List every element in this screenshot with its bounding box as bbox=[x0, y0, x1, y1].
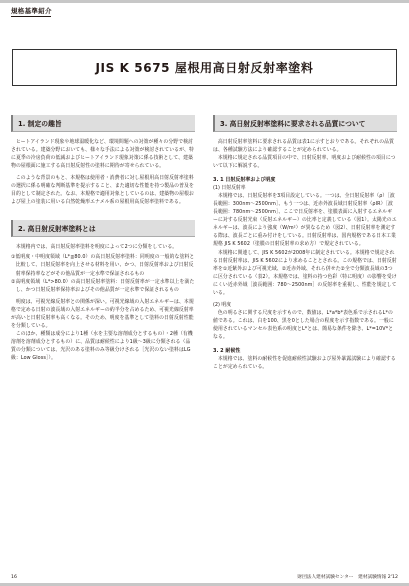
top-rule bbox=[0, 0, 409, 3]
category-label: 規格基準紹介 bbox=[11, 7, 52, 15]
section-heading-3: 3. 高日射反射率塗料に要求される品質について bbox=[213, 115, 397, 132]
right-column bbox=[213, 115, 397, 371]
subsection-heading: 3. 1 日射反射率および明度 bbox=[213, 177, 276, 184]
paragraph: 明度は、可視光線反射率との関係が深い。可視光線域の入射エネルギーは、本規格で定める日射の波長域の入射エネルギーの約半分を占めるため、可視光線反射率が高いと日射反射率も高くなる。そのため、明度を基準として塗料の日射反射性能を分類している。 bbox=[11, 298, 194, 329]
journal-footer: 財団法人建材試験センター 建材試験情報 2'12 bbox=[297, 575, 398, 580]
subsubsection-heading: (1) 日射反射率 bbox=[213, 185, 246, 192]
title-box bbox=[12, 49, 397, 86]
paragraph: 本規格では、塗料の耐候性を促進耐候性試験および屋外暴露試験により確認することが定められている。 bbox=[213, 355, 396, 371]
left-column bbox=[11, 115, 195, 362]
paragraph: 高日射反射率塗料に要求される品質は表1に示すとおりである。それぞれの品質は、各種試験方法により確認することが定められている。 bbox=[213, 139, 395, 154]
list-item: ②高明度領域（L*>80.0）の高日射反射率塗料：日射反射率が一定水準以上を満たし、かつ日射反射率保持率およびその他品質が一定水準で保証されるもの bbox=[11, 278, 195, 293]
paragraph: 本規格に規定される品質項目の中で、日射反射率、明度および耐候性の項目について以下に解説する。 bbox=[213, 155, 396, 170]
subsection-heading: 3. 2 耐候性 bbox=[213, 347, 241, 354]
paragraph: このほか、種類は成分により1種（水を主要な溶剤成分とするもの）・2種（有機溶剤を溶剤成分とするもの）に、品質は耐候性により1級～3級に分類される（品質の分類については、光沢のある塗料のみ等級分けされる［光沢のない塗料はLG級：Low Gloss］）。 bbox=[11, 330, 193, 361]
list-item: ①低明度・中明度領域（L*≦80.0）の高日射反射率塗料：同明度の一般的な塗料と比較して、日射反射率を向上させる材料を用い、かつ、日射反射率および日射反射率保持率などがその他品質が一定水準で保証されるもの bbox=[11, 254, 195, 277]
paragraph: 色の明るさに関する尺度を示すもので、数値は、L*a*b*表色系で示されるL*の値である。これは、白を100、黒を0とした場合の程度を示す指数である。一般に使用されているマンセル表色系の明度とL*とは、簡易な条件を除き、L*=10V*となる。 bbox=[213, 309, 394, 340]
section-heading-2: 2. 高日射反射率塗料とは bbox=[11, 220, 195, 237]
paragraph: 本規格では、日射反射率を3項目設定している。一つは、全日射反射率（ρ）［波長範囲：300nm～2500nm］、もう一つは、近赤外波長域日射反射率（ρIR）［波長範囲：780nm～2500nm］、ここで日反射率を、塗膜表面に入射するエネルギーに対する反射光束（反射エネルギー）の比率と定義している（図1）。太陽光のエネルギーは、波長により強度（W/m²）が異なるため（図2）、日射反射率を測定する際は、波長ごとに重み付けをしている。日射反射率は、国内規格である日本工業規格 JIS K 5602（塗膜の日射反射率の求め方）で規定されている。 bbox=[213, 193, 397, 248]
section-heading-1: 1. 制定の趣旨 bbox=[11, 115, 195, 132]
paragraph: ヒートアイランド現象や地球温暖化など、環境問題への対策が種々の分野で検討されている。建築分野においても、様々な手法による対策が検討されているが、特に夏季の冷房負荷の低減およびヒートアイランド現象対策に係る技術として、建築物の屋根面に施工する高日射反射性の塗料に期待が寄せられている。 bbox=[11, 139, 194, 170]
paragraph: このような背景のもと、本規格は使用者・消費者に対し屋根用高日射反射率塗料の選択に係る明確な判断基準を提示すること、また適切な性能を持つ製品の普及を目的として制定された。なお、本規格で適用対象としているのは、建築物の屋根および屋上の塗装に用いる白然乾燥形エナメル系の屋根用高反射率塗料である。 bbox=[11, 175, 194, 206]
paragraph: 本規格内では、高日射反射率塗料を明度によって2つに分類をしている。 bbox=[15, 244, 178, 251]
paragraph: 本規格に関連して、JIS K 5602が2008年に制定されている。本規格で規定される日射反射率は、JIS K 5602により求めることとされる。この規格では、日射反射率を①近紫外および可視光域、②近赤外域、それら併せた②全で分類波長域の3つに区分されている（表2）。本規格では、塗料の持つ色彩（特に明度）の影響を受けにくい近赤外域［波長範囲：780～2500nm］の反射率を重視し、性能を規定している。 bbox=[213, 249, 397, 296]
subsubsection-heading: (2) 明度 bbox=[213, 301, 232, 308]
page-title: JIS K 5675 屋根用高日射反射率塗料 bbox=[95, 61, 314, 75]
page-number: 16 bbox=[11, 575, 17, 580]
